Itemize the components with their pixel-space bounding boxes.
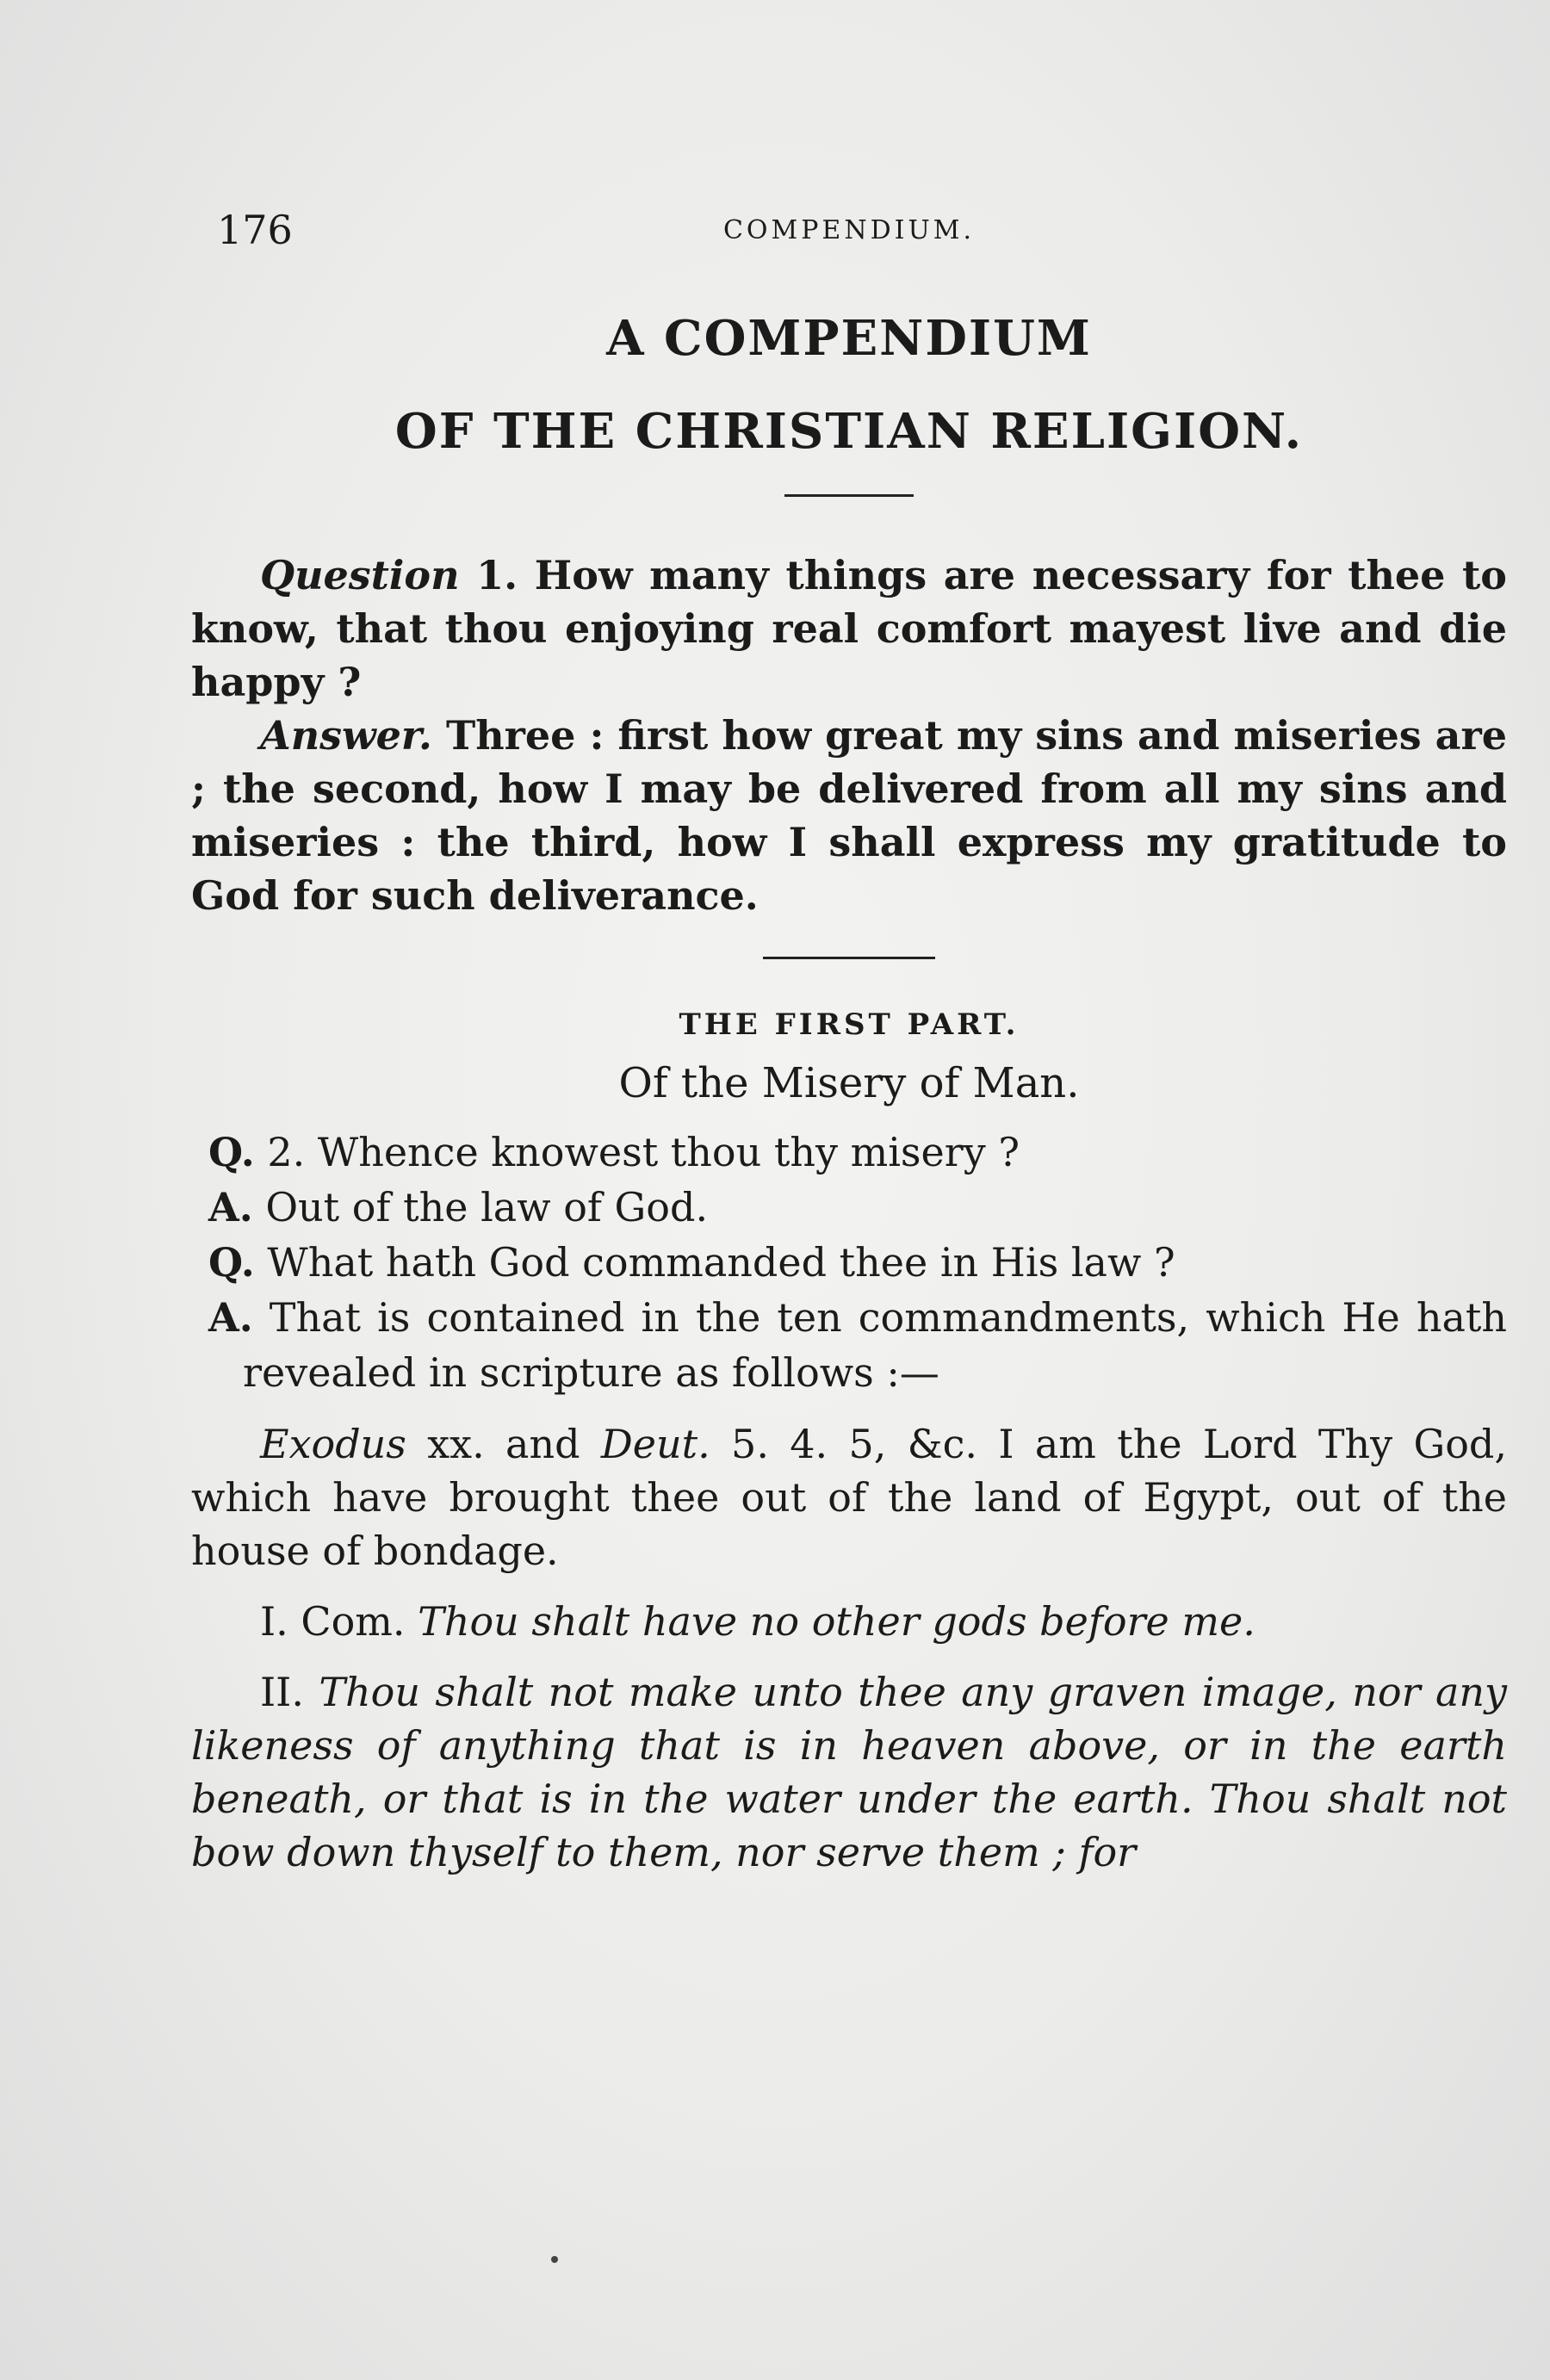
main-title-line1: A COMPENDIUM [606,310,1092,367]
exodus-text: 5. 4. 5, &c. I am the Lord Thy God, which have brought thee out of the land of Egypt, out of the house of bondage. [191,1421,1508,1574]
question-1 [191,549,1507,709]
main-title-line2: OF THE CHRISTIAN RELIGION. [394,403,1304,460]
qa-label: A. [208,1184,253,1230]
qa-text: Out of the law of God. [252,1184,709,1230]
answer-1-text: Three : first how great my sins and miseries are ; the second, how I may be delivered from all my sins and miseries : the third, how I shall express my gratitude to God for such deliverance. [191,712,1507,919]
commandment-2-label: II. [260,1669,304,1715]
question-1-label: Question [260,552,460,598]
commandment-2 [191,1665,1507,1879]
commandment-1-text: Thou shalt have no other gods before me. [405,1598,1256,1645]
qa-line [191,1290,1507,1400]
commandment-2-text: Thou shalt not make unto thee any graven image, nor any likeness of anything that is in heaven above, or in the earth beneath, or that is in the water under the earth. Thou shalt not bow down thyself to them, nor serve them ; for [191,1669,1507,1875]
part-heading: THE FIRST PART. [679,1007,1020,1042]
exodus-ref: Exodus [260,1421,406,1467]
exodus-mid: xx. and [406,1421,601,1467]
qa-label: Q. [208,1129,255,1175]
text-block [191,207,1507,1879]
qa-text: What hath God commanded thee in His law ? [254,1239,1175,1286]
running-head [191,207,1507,267]
qa-text: 2. Whence knowest thou thy misery ? [254,1129,1020,1175]
question-1-text: 1. How many things are necessary for thee to know, that thou enjoying real comfort mayest live and die happy ? [191,552,1507,705]
deut-ref: Deut. [600,1421,710,1467]
qa-label: A. [208,1294,253,1341]
commandment-1-label: I. Com. [260,1598,406,1645]
part-subheading: Of the Misery of Man. [618,1059,1080,1107]
section-divider [763,957,935,959]
answer-1-label: Answer. [260,712,432,759]
ink-speck [551,2256,558,2263]
qa-line [191,1125,1507,1180]
running-head-title: COMPENDIUM. [722,215,976,245]
page-number: 176 [217,207,293,253]
qa-label: Q. [208,1239,255,1286]
qa-text: That is contained in the ten commandments, which He hath revealed in scripture as follows :— [243,1294,1507,1396]
qa-line [191,1235,1507,1290]
qa-line [191,1180,1507,1235]
exodus-passage [191,1417,1507,1577]
answer-1 [191,709,1507,922]
commandment-1 [191,1595,1507,1648]
